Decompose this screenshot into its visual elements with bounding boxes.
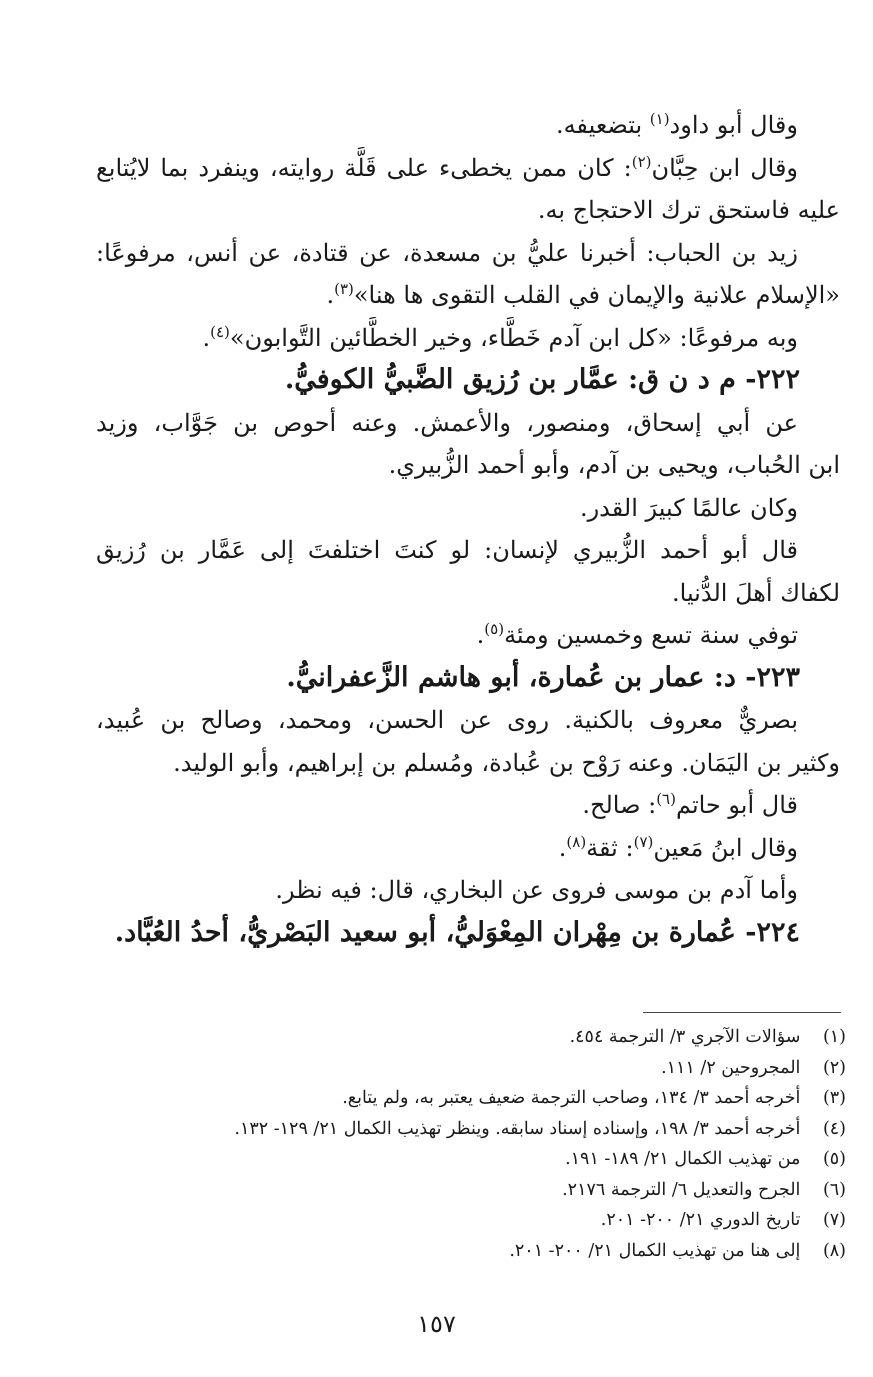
text-run: قال أبو أحمد الزُّبيري لإنسان: لو كنتَ اختلفتَ إلى عَمَّار بن رُزيق xyxy=(96,536,798,564)
footnote xyxy=(96,1144,846,1175)
entry-heading xyxy=(96,912,840,955)
footnote-number: (٥) xyxy=(822,1149,846,1169)
footnote xyxy=(96,1114,846,1145)
text-run: بصريٌّ معروف بالكنية. روى عن الحسن، ومحمد، وصالح بن عُبيد، xyxy=(96,706,798,734)
footnote xyxy=(96,1236,846,1267)
footnote-ref: (٤) xyxy=(210,322,230,341)
footnote-number: (٦) xyxy=(822,1179,846,1200)
text-run: ٢٢٤- عُمارة بن مِهْران المِعْوَليُّ، أبو سعيد البَصْريُّ، أحدُ العُبَّاد. xyxy=(114,916,800,948)
text-line xyxy=(96,274,840,317)
text-line xyxy=(96,614,840,657)
footnote xyxy=(96,1083,846,1114)
footnote-separator xyxy=(643,1012,841,1013)
footnote-text: من تهذيب الكمال ٢١/ ١٨٩- ١٩١. xyxy=(565,1149,801,1169)
footnote-text: أخرجه أحمد ٣/ ١٩٨، وإسناده إسناد سابقه. وينظر تهذيب الكمال ٢١/ ١٢٩- ١٣٢. xyxy=(234,1118,801,1139)
text-run: ٢٢٢- م د ن ق: عمَّار بن رُزيق الضَّبيُّ الكوفيُّ. xyxy=(284,364,800,395)
footnote-ref: (١) xyxy=(649,110,670,128)
text-line xyxy=(96,232,840,275)
text-run: لكفاك أهلَ الدُّنيا. xyxy=(672,578,840,607)
text-run: وقال ابنُ مَعين xyxy=(653,833,798,862)
text-line xyxy=(96,317,840,360)
text-line xyxy=(96,147,840,190)
text-line xyxy=(96,784,840,827)
footnote-ref: (٦) xyxy=(656,790,676,808)
footnote-ref: (٢) xyxy=(631,152,652,171)
text-run: وكثير بن اليَمَان. وعنه رَوْح بن عُبادة، ومُسلم بن إبراهيم، وأبو الوليد. xyxy=(173,748,840,777)
text-run: ٢٢٣- د: عمار بن عُمارة، أبو هاشم الزَّعفرانيُّ. xyxy=(286,661,800,693)
text-line xyxy=(96,742,840,785)
text-run: وأما آدم بن موسى فروى عن البخاري، قال: فيه نظر. xyxy=(275,876,798,904)
footnote-text: أخرجه أحمد ٣/ ١٣٤، وصاحب الترجمة ضعيف يعتبر به، ولم يتابع. xyxy=(342,1088,801,1108)
text-run: زيد بن الحباب: أخبرنا عليُّ بن مسعدة، عن قتادة، عن أنس، مرفوعًا: xyxy=(96,238,798,267)
text-line xyxy=(96,189,840,232)
text-run: بتضعيفه. xyxy=(555,111,650,139)
footnote xyxy=(96,1205,846,1236)
text-run: وقال أبو داود xyxy=(669,111,798,139)
text-line xyxy=(96,869,840,912)
text-run: وبه مرفوعًا: «كل ابن آدم خَطَّاء، وخير الخطَّائين التَّوابون» xyxy=(229,323,798,352)
text-run: : صالح. xyxy=(582,791,657,819)
entry-heading xyxy=(96,359,840,402)
footnote-ref: (٥) xyxy=(484,620,505,638)
footnote xyxy=(96,1053,846,1084)
footnote xyxy=(96,1022,846,1053)
footnote xyxy=(96,1175,846,1206)
footnotes xyxy=(96,1022,846,1266)
main-text xyxy=(96,104,840,954)
footnote-number: (٣) xyxy=(822,1088,846,1108)
text-line xyxy=(96,572,840,615)
text-line xyxy=(96,402,840,445)
footnote-ref: (٨) xyxy=(566,832,587,851)
text-run: «الإسلام علانية والإيمان في القلب التقوى ها هنا» xyxy=(353,281,840,309)
footnote-number: (٨) xyxy=(822,1240,846,1261)
text-run: وقال ابن حِبَّان xyxy=(651,153,799,182)
footnote-text: تاريخ الدوري ٢١/ ٢٠٠- ٢٠١. xyxy=(600,1210,801,1230)
page-number: ١٥٧ xyxy=(417,1310,456,1338)
text-line xyxy=(96,827,840,870)
text-run: ابن الحُباب، ويحيى بن آدم، وأبو أحمد الزُّبيري. xyxy=(388,451,840,479)
footnote-text: إلى هنا من تهذيب الكمال ٢١/ ٢٠٠- ٢٠١. xyxy=(509,1240,801,1261)
footnote-number: (١) xyxy=(822,1027,846,1047)
text-run: : ثقة xyxy=(586,833,634,862)
text-run: عن أبي إسحاق، ومنصور، والأعمش. وعنه أحوص بن جَوَّاب، وزيد xyxy=(96,408,798,437)
entry-heading xyxy=(96,657,840,700)
text-run: قال أبو حاتم xyxy=(675,791,798,819)
footnote-ref: (٧) xyxy=(633,832,654,851)
footnote-text: المجروحين ٢/ ١١١. xyxy=(661,1057,801,1078)
footnote-number: (٤) xyxy=(822,1118,846,1139)
text-line xyxy=(96,104,840,147)
text-run: : كان ممن يخطىء على قَلَّة روايته، وينفرد بما لايُتابع xyxy=(96,153,632,182)
footnote-text: سؤالات الآجري ٣/ الترجمة ٤٥٤. xyxy=(569,1027,801,1047)
text-run: وكان عالمًا كبيرَ القدر. xyxy=(579,493,798,522)
footnote-number: (٢) xyxy=(822,1057,846,1078)
text-run: توفي سنة تسع وخمسين ومئة xyxy=(504,621,798,649)
footnote-number: (٧) xyxy=(822,1210,846,1230)
text-run: . xyxy=(202,323,211,352)
text-run: . xyxy=(476,621,485,649)
text-line xyxy=(96,529,840,572)
text-run: . xyxy=(326,281,335,309)
text-run: . xyxy=(558,833,567,862)
text-line xyxy=(96,444,840,487)
text-line xyxy=(96,699,840,742)
text-run: عليه فاستحق ترك الاحتجاج به. xyxy=(537,196,840,224)
footnote-text: الجرح والتعديل ٦/ الترجمة ٢١٧٦. xyxy=(562,1179,801,1200)
text-line xyxy=(96,487,840,530)
footnote-ref: (٣) xyxy=(334,280,354,298)
